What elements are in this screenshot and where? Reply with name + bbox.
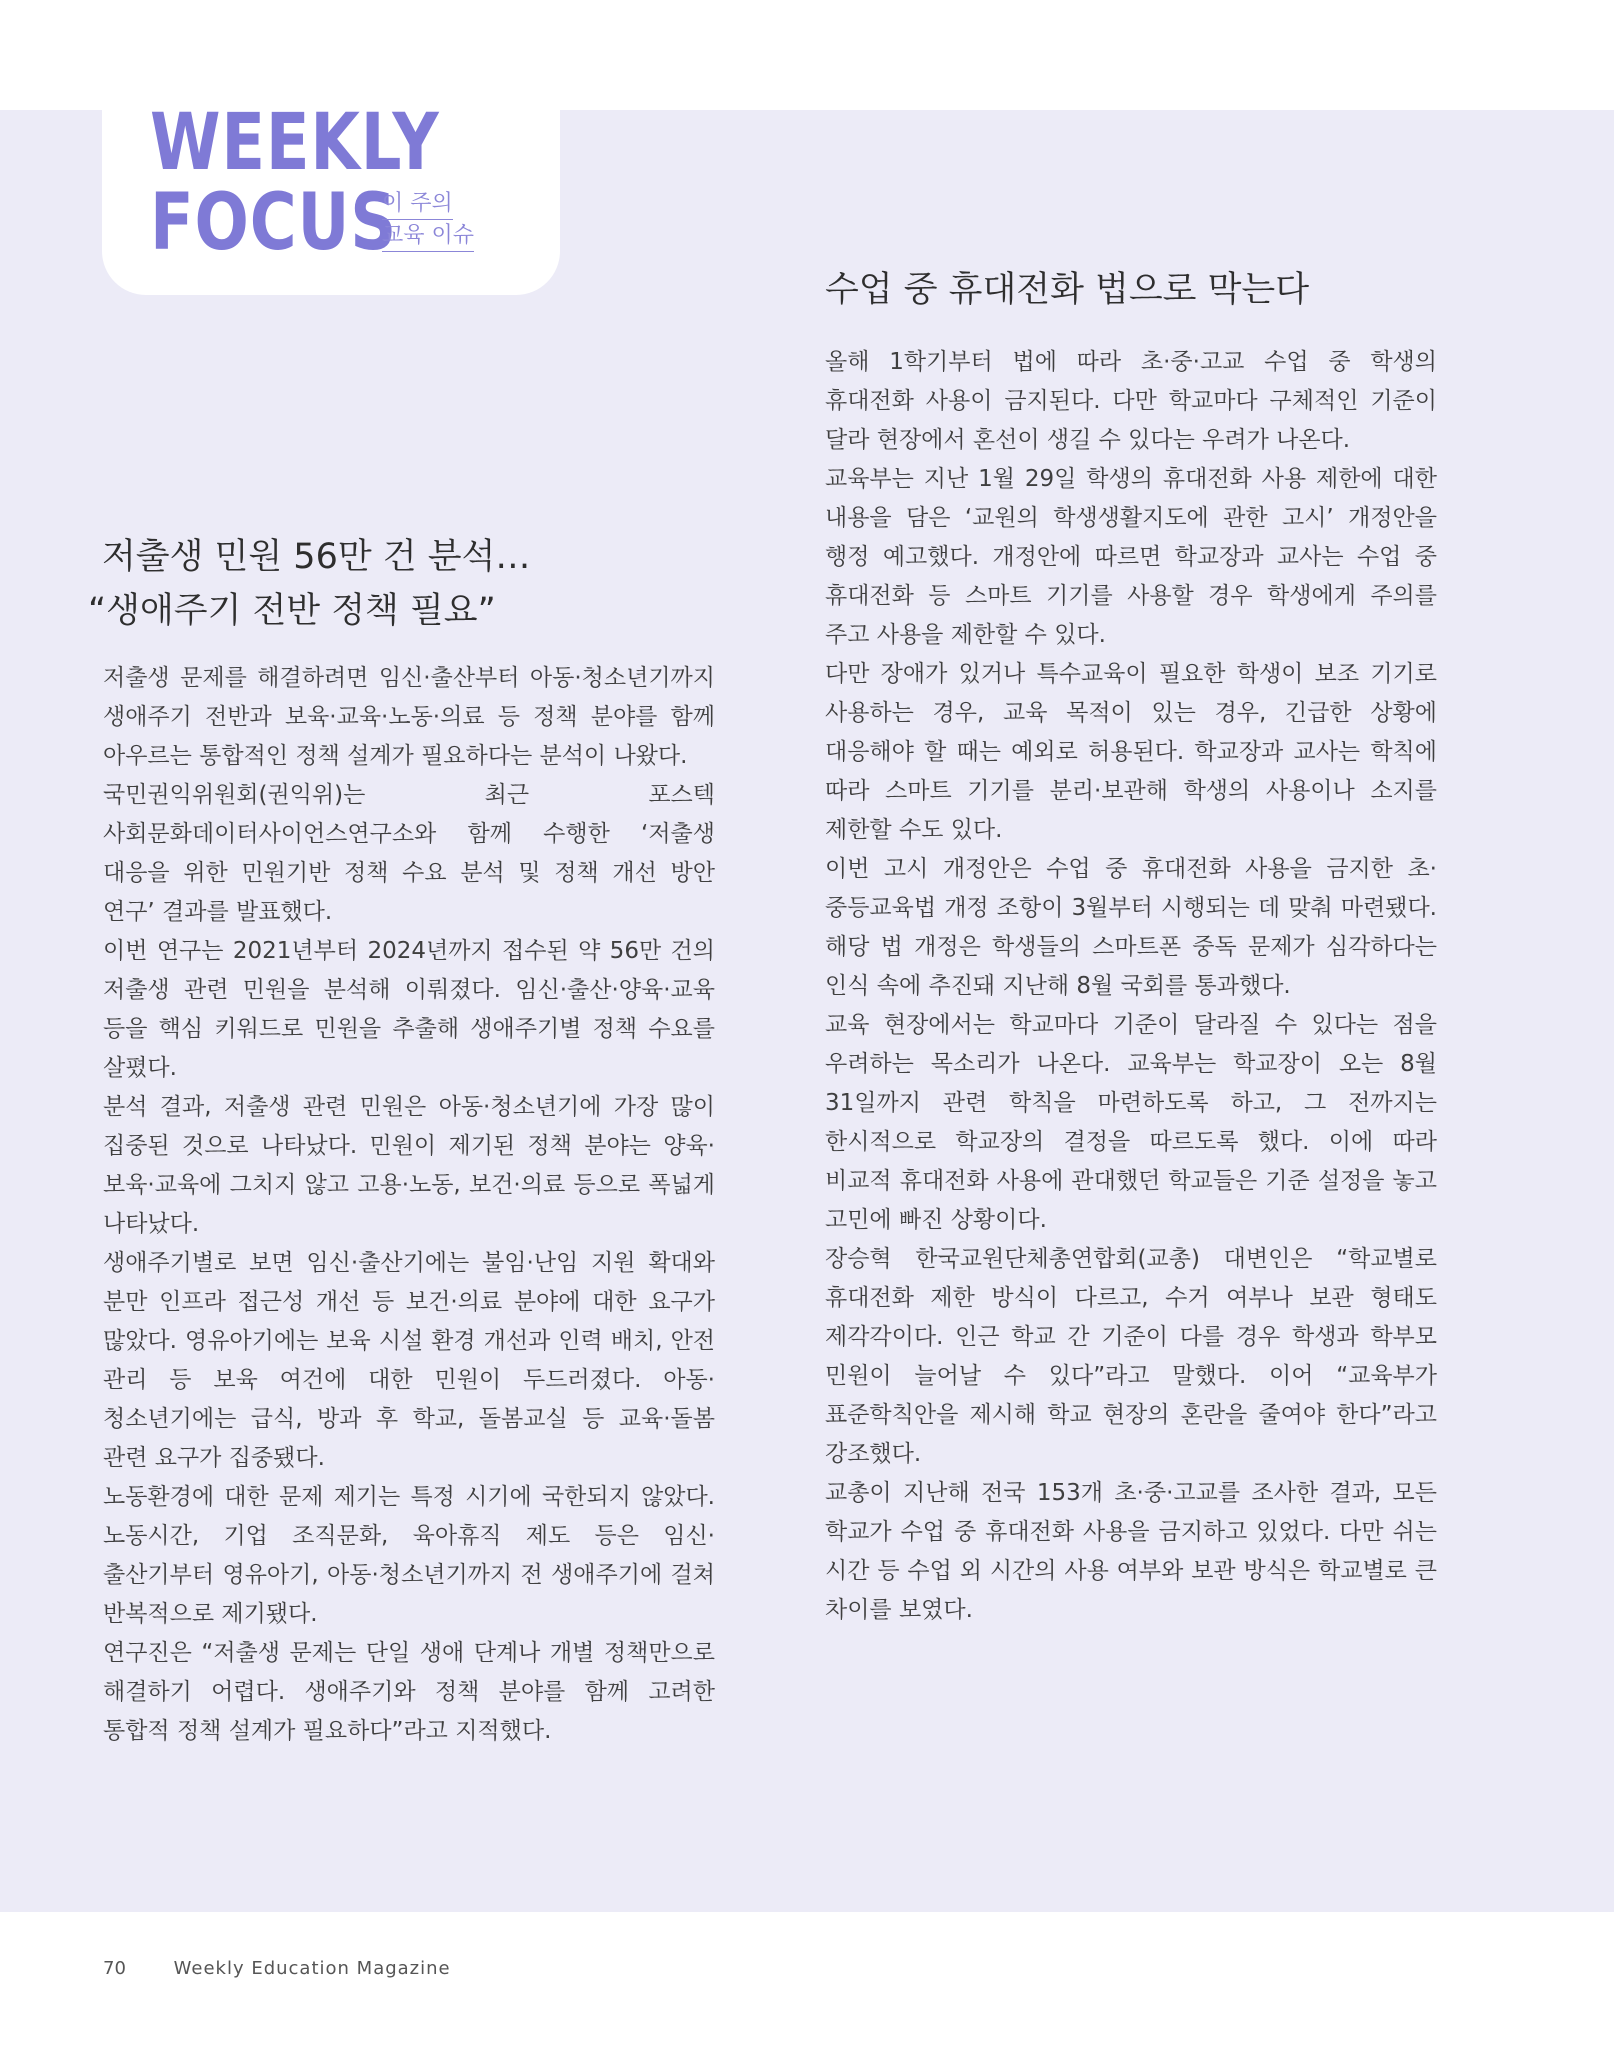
paragraph: 다만 장애가 있거나 특수교육이 필요한 학생이 보조 기기로 사용하는 경우, 교육 목적이 있는 경우, 긴급한 상황에 대응해야 할 때는 예외로 허용된다. 학교장과 교사는 학칙에 따라 스마트 기기를 분리·보관해 학생의 사용이나 소지를 제한할 수도 있다. — [825, 661, 1437, 843]
paragraph: 이번 고시 개정안은 수업 중 휴대전화 사용을 금지한 초·중등교육법 개정 조항이 3월부터 시행되는 데 맞춰 마련됐다. 해당 법 개정은 학생들의 스마트폰 중독 문제가 심각하다는 인식 속에 추진돼 지난해 8월 국회를 통과했다. — [825, 856, 1437, 999]
subtitle-line-1: 이 주의 — [382, 188, 453, 220]
paragraph: 교육 현장에서는 학교마다 기준이 달라질 수 있다는 점을 우려하는 목소리가 나온다. 교육부는 학교장이 오는 8월 31일까지 관련 학칙을 마련하도록 하고, 그 전까지는 한시적으로 학교장의 결정을 따르도록 했다. 이에 따라 비교적 휴대전화 사용에 관대했던 학교들은 기준 설정을 놓고 고민에 빠진 상황이다. — [825, 1012, 1437, 1233]
paragraph: 생애주기별로 보면 임신·출산기에는 불임·난임 지원 확대와 분만 인프라 접근성 개선 등 보건·의료 분야에 대한 요구가 많았다. 영유아기에는 보육 시설 환경 개선과 인력 배치, 안전 관리 등 보육 여건에 대한 민원이 두드러졌다. 아동·청소년기에는 급식, 방과 후 학교, 돌봄교실 등 교육·돌봄 관련 요구가 집중됐다. — [103, 1250, 715, 1471]
left-article-title — [88, 530, 530, 638]
magazine-name: Weekly Education Magazine — [173, 1958, 451, 1979]
paragraph: 교육부는 지난 1월 29일 학생의 휴대전화 사용 제한에 대한 내용을 담은 ‘교원의 학생생활지도에 관한 고시’ 개정안을 행정 예고했다. 개정안에 따르면 학교장과 교사는 수업 중 휴대전화 등 스마트 기기를 사용할 경우 학생에게 주의를 주고 사용을 제한할 수 있다. — [825, 466, 1437, 648]
paragraph: 연구진은 “저출생 문제는 단일 생애 단계나 개별 정책만으로 해결하기 어렵다. 생애주기와 정책 분야를 함께 고려한 통합적 정책 설계가 필요하다”라고 지적했다. — [103, 1640, 715, 1744]
paragraph: 교총이 지난해 전국 153개 초·중·고교를 조사한 결과, 모든 학교가 수업 중 휴대전화 사용을 금지하고 있었다. 다만 쉬는 시간 등 수업 외 시간의 사용 여부와 보관 방식은 학교별로 큰 차이를 보였다. — [825, 1480, 1437, 1623]
left-title-line-2: “생애주기 전반 정책 필요” — [88, 591, 496, 631]
right-article-body — [825, 343, 1437, 1630]
logo-line-focus: FOCUS — [150, 178, 398, 268]
page-number: 70 — [103, 1958, 126, 1979]
section-subtitle — [382, 188, 474, 252]
paragraph: 장승혁 한국교원단체총연합회(교총) 대변인은 “학교별로 휴대전화 제한 방식이 다르고, 수거 여부나 보관 형태도 제각각이다. 인근 학교 간 기준이 다를 경우 학생과 학부모 민원이 늘어날 수 있다”라고 말했다. 이어 “교육부가 표준학칙안을 제시해 학교 현장의 혼란을 줄여야 한다”라고 강조했다. — [825, 1246, 1437, 1467]
paragraph: 분석 결과, 저출생 관련 민원은 아동·청소년기에 가장 많이 집중된 것으로 나타났다. 민원이 제기된 정책 분야는 양육·보육·교육에 그치지 않고 고용·노동, 보건·의료 등으로 폭넓게 나타났다. — [103, 1094, 715, 1237]
paragraph: 저출생 문제를 해결하려면 임신·출산부터 아동·청소년기까지 생애주기 전반과 보육·교육·노동·의료 등 정책 분야를 함께 아우르는 통합적인 정책 설계가 필요하다는 분석이 나왔다. — [103, 665, 715, 769]
left-article-body — [103, 659, 715, 1751]
paragraph: 노동환경에 대한 문제 제기는 특정 시기에 국한되지 않았다. 노동시간, 기업 조직문화, 육아휴직 제도 등은 임신·출산기부터 영유아기, 아동·청소년기까지 전 생애주기에 걸쳐 반복적으로 제기됐다. — [103, 1484, 715, 1627]
left-title-line-1: 저출생 민원 56만 건 분석… — [102, 537, 531, 577]
logo-line-weekly: WEEKLY — [150, 98, 440, 188]
paragraph: 이번 연구는 2021년부터 2024년까지 접수된 약 56만 건의 저출생 관련 민원을 분석해 이뤄졌다. 임신·출산·양육·교육 등을 핵심 키워드로 민원을 추출해 생애주기별 정책 수요를 살폈다. — [103, 938, 715, 1081]
page-footer — [103, 1958, 451, 1979]
subtitle-line-2: 교육 이슈 — [382, 220, 474, 252]
paragraph: 국민권익위원회(권익위)는 최근 포스텍 사회문화데이터사이언스연구소와 함께 수행한 ‘저출생 대응을 위한 민원기반 정책 수요 분석 및 정책 개선 방안 연구’ 결과를 발표했다. — [103, 782, 715, 925]
paragraph: 올해 1학기부터 법에 따라 초·중·고교 수업 중 학생의 휴대전화 사용이 금지된다. 다만 학교마다 구체적인 기준이 달라 현장에서 혼선이 생길 수 있다는 우려가 나온다. — [825, 349, 1437, 453]
right-article-title: 수업 중 휴대전화 법으로 막는다 — [825, 270, 1310, 310]
